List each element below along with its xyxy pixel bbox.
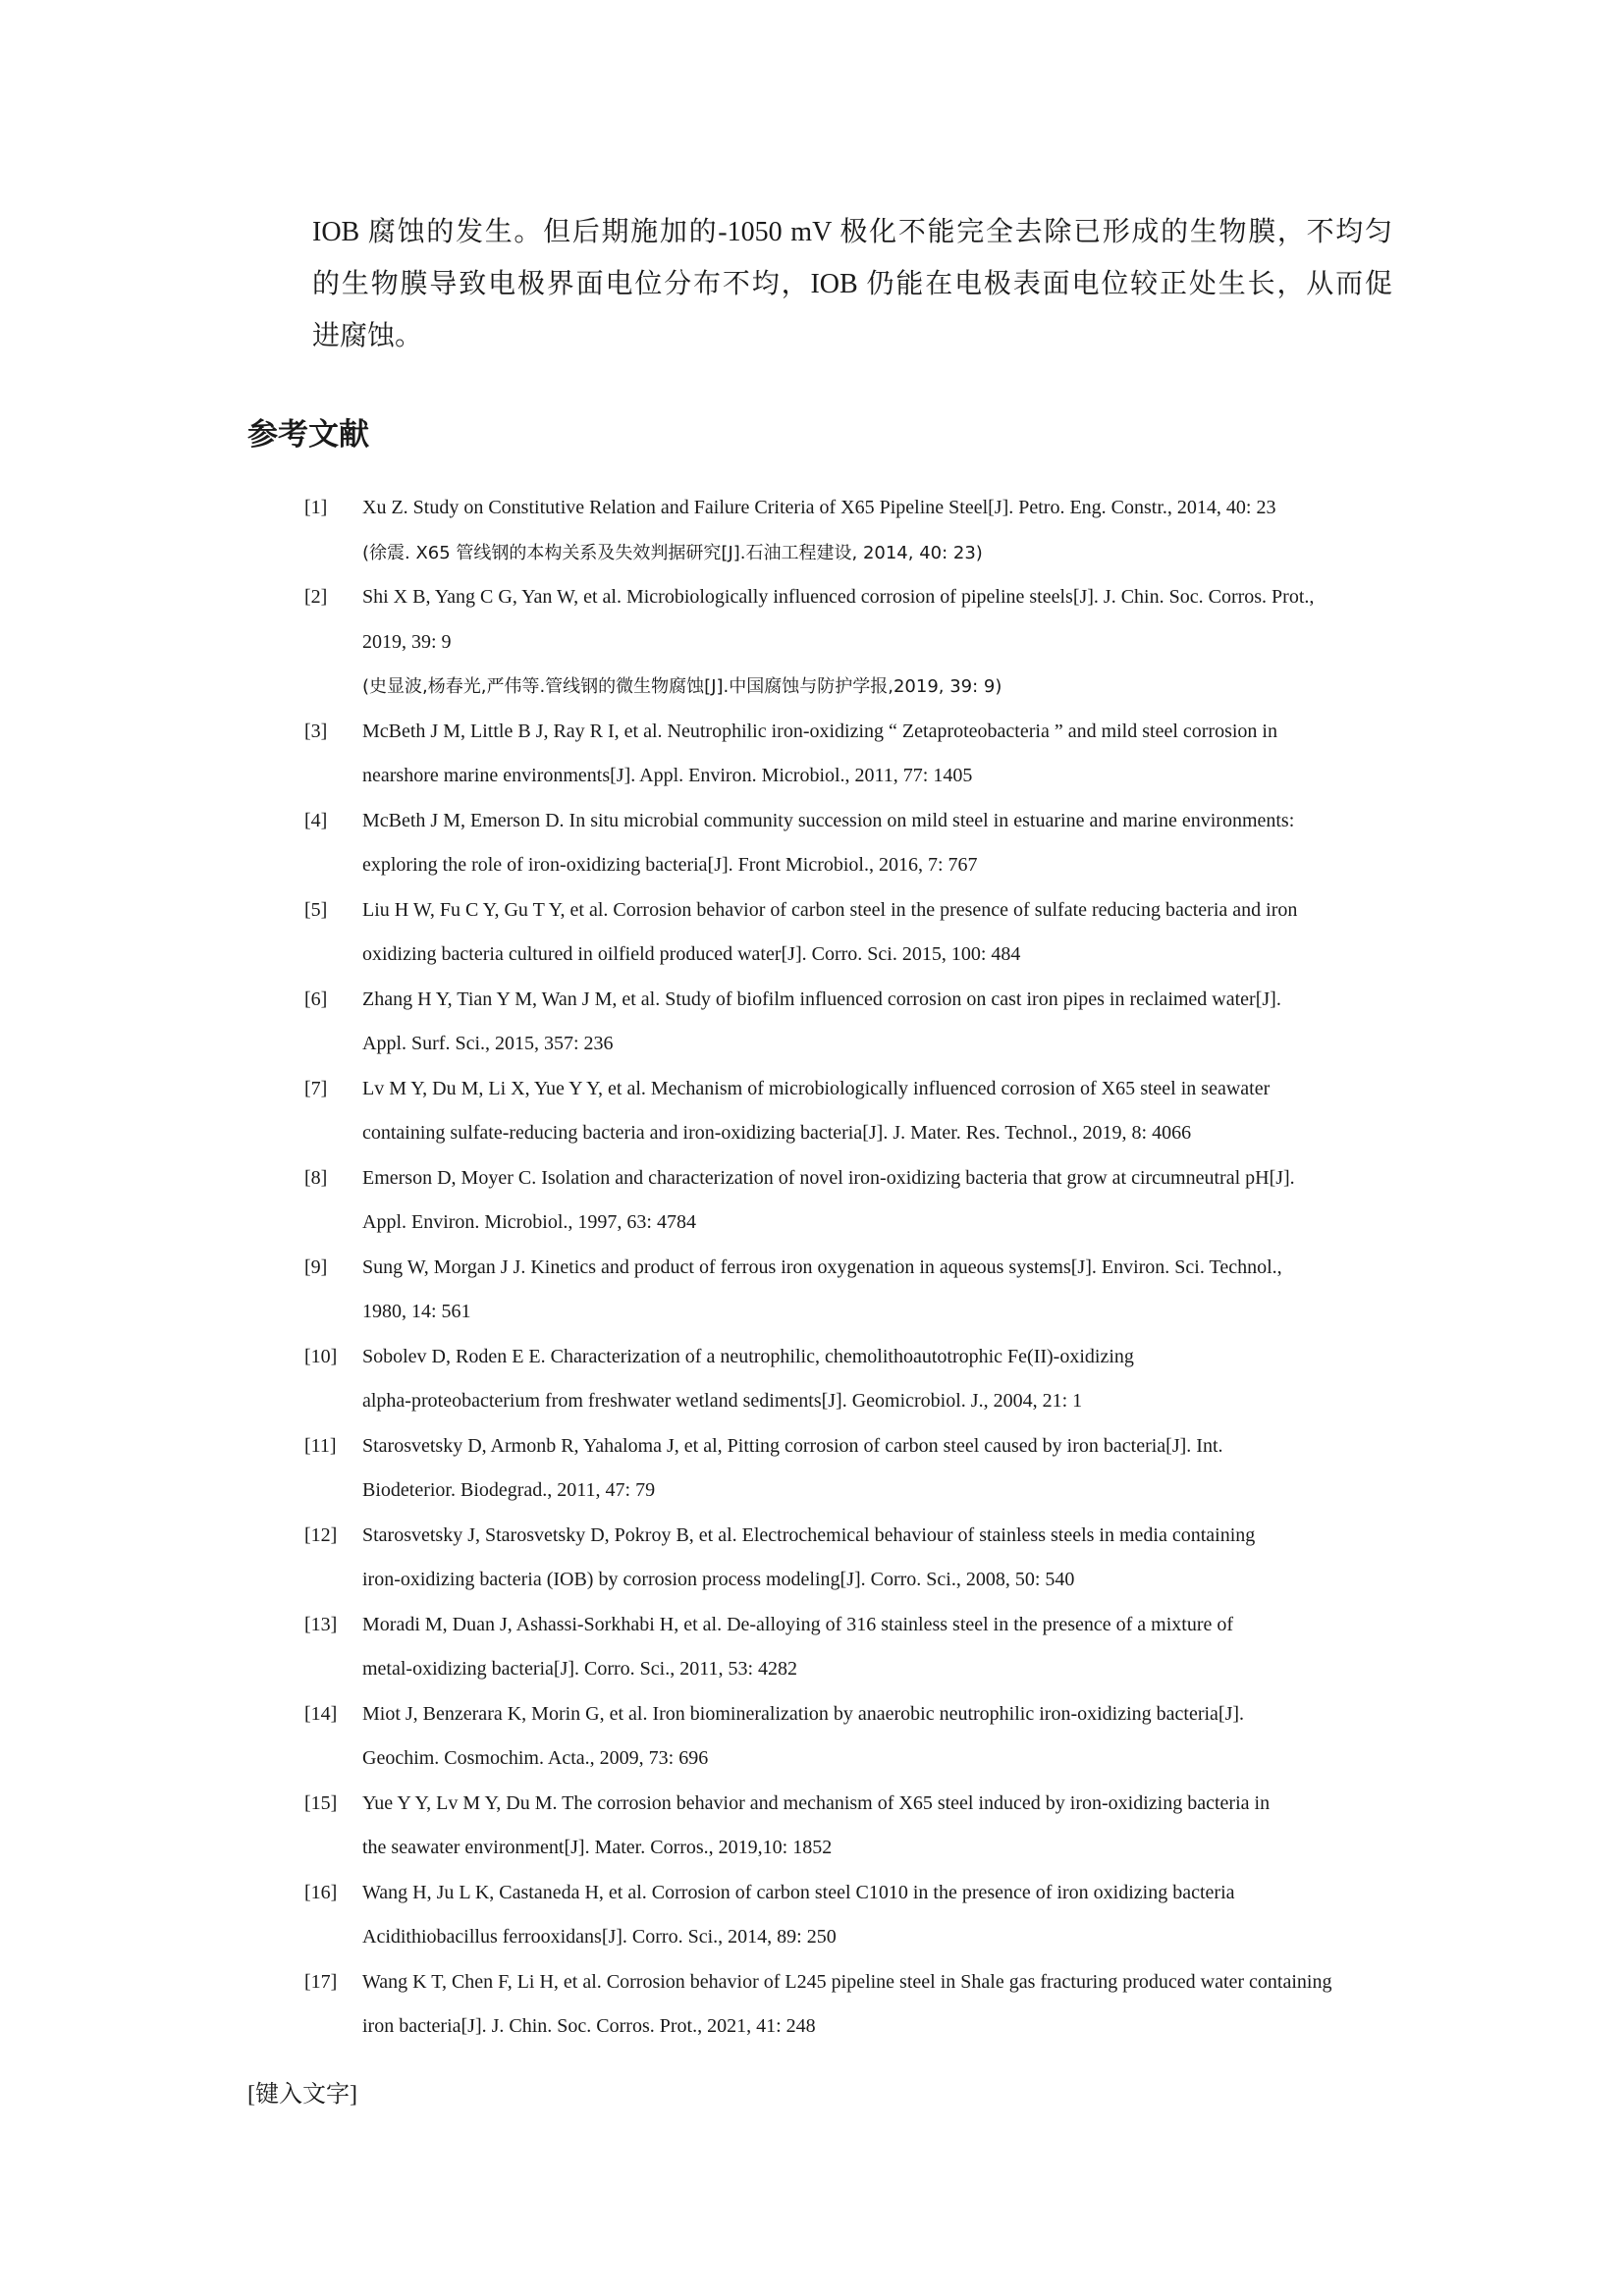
reference-text	[362, 1246, 1394, 1335]
reference-item-7	[304, 1067, 1394, 1156]
reference-line: Starosvetsky J, Starosvetsky D, Pokroy B, et al. Electrochemical behaviour of stainless steels in media containing	[362, 1523, 1256, 1546]
reference-line: Acidithiobacillus ferrooxidans[J]. Corro. Sci., 2014, 89: 250	[362, 1926, 837, 1948]
reference-line: Liu H W, Fu C Y, Gu T Y, et al. Corrosion behavior of carbon steel in the presence of sulfate reducing bacteria and iron	[362, 898, 1298, 921]
reference-line: alpha-proteobacterium from freshwater wetland sediments[J]. Geomicrobiol. J., 2004, 21: 1	[362, 1390, 1083, 1412]
reference-number: [8]	[304, 1166, 328, 1189]
reference-number: [11]	[304, 1434, 337, 1457]
reference-item-14	[304, 1692, 1394, 1782]
reference-line: Sobolev D, Roden E E. Characterization of a neutrophilic, chemolithoautotrophic Fe(II)-oxidizing	[362, 1345, 1134, 1367]
reference-text	[362, 1960, 1394, 2050]
reference-item-17	[304, 1960, 1394, 2050]
reference-number: [16]	[304, 1881, 338, 1903]
reference-number: [9]	[304, 1255, 328, 1278]
reference-line: Biodeterior. Biodegrad., 2011, 47: 79	[362, 1479, 656, 1501]
reference-text	[362, 1692, 1394, 1782]
reference-text	[362, 888, 1394, 978]
reference-text	[362, 1871, 1394, 1960]
reference-number: [4]	[304, 809, 328, 831]
reference-number: [17]	[304, 1970, 338, 1993]
reference-item-8	[304, 1156, 1394, 1246]
reference-line: Starosvetsky D, Armonb R, Yahaloma J, et al, Pitting corrosion of carbon steel caused by iron bacteria[J]. Int.	[362, 1434, 1223, 1457]
reference-number: [2]	[304, 586, 328, 608]
reference-item-5	[304, 888, 1394, 978]
reference-item-11	[304, 1424, 1394, 1514]
reference-item-2	[304, 575, 1394, 710]
reference-line: Moradi M, Duan J, Ashassi-Sorkhabi H, et al. De-alloying of 316 stainless steel in the presence of a mixture of	[362, 1613, 1234, 1635]
reference-text	[362, 1782, 1394, 1871]
footer-placeholder-label: [键入文字]	[247, 2082, 357, 2108]
reference-text	[362, 1514, 1394, 1603]
reference-item-3	[304, 710, 1394, 799]
reference-item-13	[304, 1603, 1394, 1692]
reference-line: Miot J, Benzerara K, Morin G, et al. Iron biomineralization by anaerobic neutrophilic iron-oxidizing bacteria[J].	[362, 1702, 1245, 1725]
reference-number: [3]	[304, 720, 328, 742]
reference-number: [13]	[304, 1613, 338, 1635]
body-paragraph	[312, 206, 1392, 362]
reference-text	[362, 486, 1394, 575]
reference-item-1	[304, 486, 1394, 575]
reference-number: [15]	[304, 1791, 338, 1814]
reference-line: (徐震. X65 管线钢的本构关系及失效判据研究[J].石油工程建设, 2014, 40: 23)	[362, 542, 983, 563]
reference-text	[362, 1424, 1394, 1514]
reference-number: [5]	[304, 898, 328, 921]
paragraph-line: 进腐蚀。	[312, 321, 423, 351]
reference-line: nearshore marine environments[J]. Appl. Environ. Microbiol., 2011, 77: 1405	[362, 765, 973, 786]
reference-line: McBeth J M, Emerson D. In situ microbial community succession on mild steel in estuarine and marine environments:	[362, 809, 1295, 831]
reference-item-12	[304, 1514, 1394, 1603]
reference-text	[362, 1156, 1394, 1246]
reference-item-15	[304, 1782, 1394, 1871]
reference-text	[362, 799, 1394, 888]
reference-line: McBeth J M, Little B J, Ray R I, et al. Neutrophilic iron-oxidizing “ Zetaproteobacteria ” and mild steel corrosion in	[362, 720, 1277, 742]
reference-line: Lv M Y, Du M, Li X, Yue Y Y, et al. Mechanism of microbiologically influenced corrosion of X65 steel in seawater	[362, 1077, 1271, 1099]
reference-line: Zhang H Y, Tian Y M, Wan J M, et al. Study of biofilm influenced corrosion on cast iron pipes in reclaimed water[J].	[362, 988, 1281, 1010]
reference-line: Yue Y Y, Lv M Y, Du M. The corrosion behavior and mechanism of X65 steel induced by iron-oxidizing bacteria in	[362, 1791, 1271, 1814]
reference-line: Appl. Environ. Microbiol., 1997, 63: 4784	[362, 1211, 696, 1233]
reference-line: Emerson D, Moyer C. Isolation and characterization of novel iron-oxidizing bacteria that grow at circumneutral pH[J].	[362, 1166, 1295, 1189]
reference-line: Geochim. Cosmochim. Acta., 2009, 73: 696	[362, 1747, 709, 1769]
reference-number: [6]	[304, 988, 328, 1010]
reference-line: 2019, 39: 9	[362, 630, 452, 653]
reference-line: Appl. Surf. Sci., 2015, 357: 236	[362, 1033, 614, 1054]
reference-list	[304, 486, 1394, 2050]
reference-number: [10]	[304, 1345, 338, 1367]
reference-line: containing sulfate-reducing bacteria and iron-oxidizing bacteria[J]. J. Mater. Res. Technol., 2019, 8: 4066	[362, 1122, 1192, 1144]
reference-number: [14]	[304, 1702, 338, 1725]
reference-item-4	[304, 799, 1394, 888]
reference-line: (史显波,杨春光,严伟等.管线钢的微生物腐蚀[J].中国腐蚀与防护学报,2019, 39: 9)	[362, 676, 1002, 697]
reference-number: [12]	[304, 1523, 338, 1546]
reference-line: the seawater environment[J]. Mater. Corros., 2019,10: 1852	[362, 1837, 833, 1858]
reference-item-9	[304, 1246, 1394, 1335]
reference-line: Sung W, Morgan J J. Kinetics and product of ferrous iron oxygenation in aqueous systems[J]. Environ. Sci. Technol.,	[362, 1255, 1282, 1278]
reference-item-6	[304, 978, 1394, 1067]
references-heading: 参考文献	[247, 417, 369, 453]
reference-line: Xu Z. Study on Constitutive Relation and Failure Criteria of X65 Pipeline Steel[J]. Petro. Eng. Constr., 2014, 40: 23	[362, 497, 1276, 518]
reference-line: oxidizing bacteria cultured in oilfield produced water[J]. Corro. Sci. 2015, 100: 484	[362, 943, 1021, 965]
reference-number: [7]	[304, 1077, 328, 1099]
reference-line: 1980, 14: 561	[362, 1301, 471, 1322]
reference-text	[362, 575, 1394, 710]
reference-line: Wang K T, Chen F, Li H, et al. Corrosion behavior of L245 pipeline steel in Shale gas fracturing produced water containing	[362, 1970, 1332, 1993]
paragraph-line: 的生物膜导致电极界面电位分布不均，IOB 仍能在电极表面电位较正处生长，从而促	[312, 269, 1392, 299]
reference-text	[362, 710, 1394, 799]
reference-item-16	[304, 1871, 1394, 1960]
reference-line: Shi X B, Yang C G, Yan W, et al. Microbiologically influenced corrosion of pipeline steels[J]. J. Chin. Soc. Corros. Prot.,	[362, 586, 1315, 608]
reference-text	[362, 978, 1394, 1067]
reference-line: iron bacteria[J]. J. Chin. Soc. Corros. Prot., 2021, 41: 248	[362, 2015, 816, 2037]
reference-text	[362, 1067, 1394, 1156]
reference-line: metal-oxidizing bacteria[J]. Corro. Sci., 2011, 53: 4282	[362, 1658, 798, 1680]
reference-line: Wang H, Ju L K, Castaneda H, et al. Corrosion of carbon steel C1010 in the presence of iron oxidizing bacteria	[362, 1881, 1235, 1903]
reference-line: exploring the role of iron-oxidizing bacteria[J]. Front Microbiol., 2016, 7: 767	[362, 854, 978, 876]
reference-item-10	[304, 1335, 1394, 1424]
reference-number: [1]	[304, 497, 328, 518]
reference-text	[362, 1335, 1394, 1424]
reference-line: iron-oxidizing bacteria (IOB) by corrosion process modeling[J]. Corro. Sci., 2008, 50: 540	[362, 1569, 1075, 1590]
paragraph-line: IOB 腐蚀的发生。但后期施加的-1050 mV 极化不能完全去除已形成的生物膜，不均匀	[312, 217, 1392, 247]
reference-text	[362, 1603, 1394, 1692]
